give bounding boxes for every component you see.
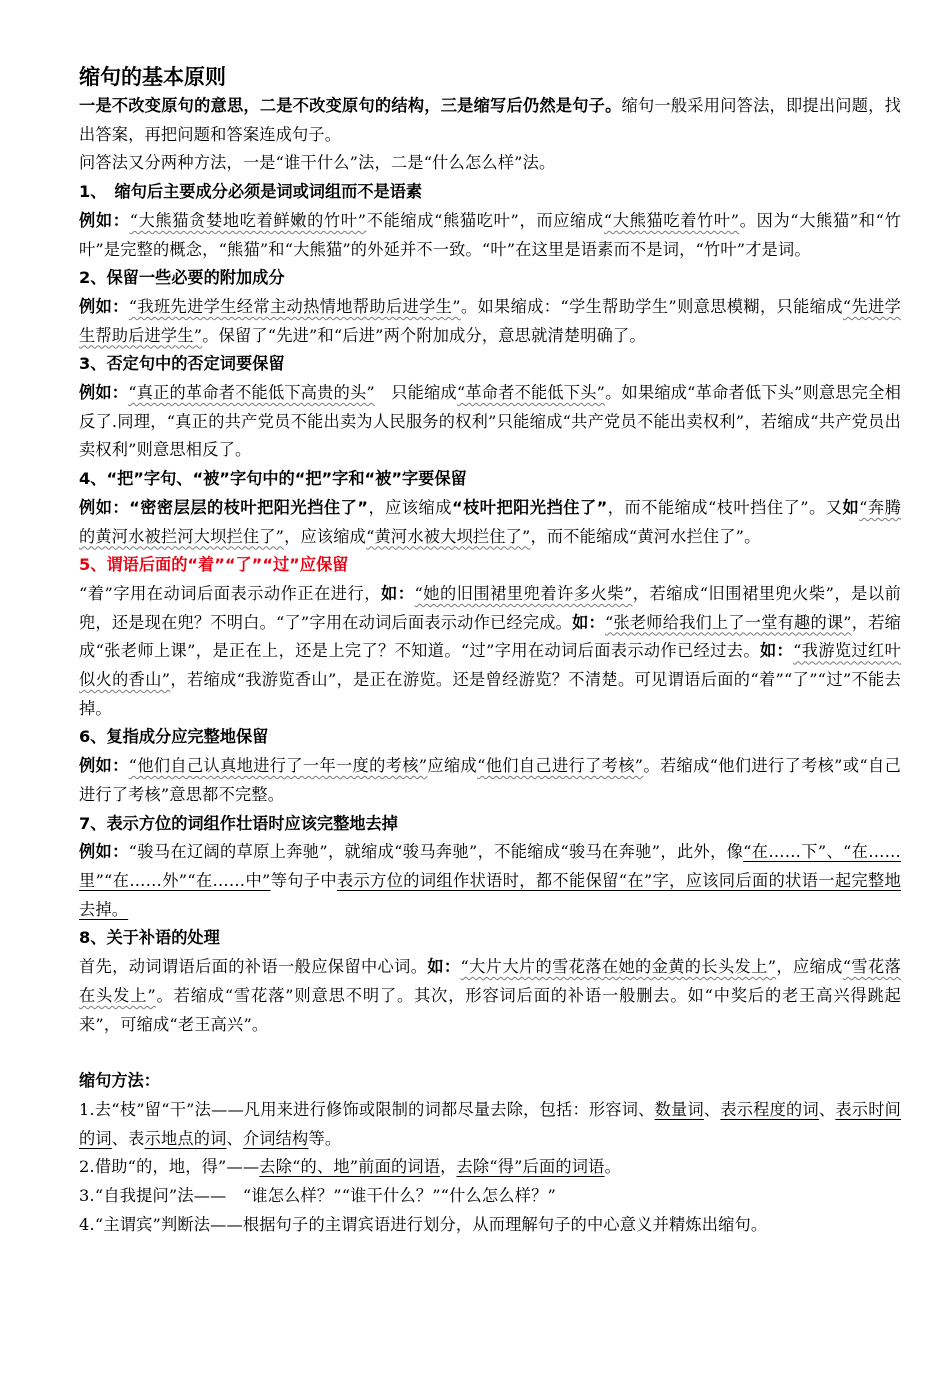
intro-principles: 一是不改变原句的意思，二是不改变原句的结构，三是缩写后仍然是句子。 [79, 96, 622, 115]
body-text: ， [440, 1157, 457, 1177]
example-quote-bold: “枝叶把阳光挡住了” [451, 497, 608, 517]
underlined-text: 去除“的、地”前面的词语 [259, 1157, 441, 1177]
body-text: 。保留了“先进”和“后进”两个附加成分，意思就清楚明确了。 [202, 325, 646, 345]
methods-heading: 缩句方法： [79, 1071, 160, 1091]
section-3-body [79, 379, 901, 465]
body-text: 、 [226, 1128, 243, 1148]
underlined-text: 数量词 [654, 1099, 704, 1119]
section-4-heading: 4、“把”字句、“被”字句中的“把”字和“被”字要保留 [79, 469, 467, 489]
example-quote: “她的旧围裙里兜着许多火柴” [414, 583, 633, 603]
body-text: ，若缩成“旧围裙里兜火柴”，是以前兜，还是现在兜？不明白。“了”字用在动词后面表示动作已经完成。 [79, 583, 901, 632]
spacer [79, 1039, 901, 1067]
body-text: 2.借助“的，地，得”—— [79, 1157, 260, 1177]
body-text: 。如果缩成“革命者低下头”则意思完全相反了.同理，“真正的共产党员不能出卖为人民服务的权利”只能缩成“共产党员不能出卖权利”，若缩成“共产党员出卖权利”则意思相反了。 [79, 383, 901, 460]
method-2 [79, 1153, 901, 1182]
example-quote: “张老师给我们上了一堂有趣的课” [604, 612, 852, 632]
example-label: 例如： [79, 296, 129, 316]
body-text: 只能缩成 [374, 383, 457, 403]
body-text: 。 [604, 1157, 621, 1177]
section-8-body [79, 953, 901, 1039]
example-label: 如： [427, 957, 461, 977]
page-title: 缩句的基本原则 [79, 65, 226, 89]
underlined-text: 表示方位的词组作状语时，都不能保留“在”字，应该同后面的状语一起完整地去掉。 [79, 870, 901, 919]
method-4: 4.“主谓宾”判断法——根据句子的主谓宾语进行划分，从而理解句子的中心意义并精炼出缩句。 [79, 1214, 768, 1234]
body-text: 、表 [111, 1128, 145, 1148]
section-6-body [79, 752, 901, 809]
body-text: 、 [818, 1099, 836, 1119]
body-text: ，应该缩成 [284, 526, 367, 546]
example-quote: “先进学生帮助后进学生” [79, 296, 901, 345]
section-5-body [79, 580, 901, 724]
body-text: 、 [703, 1099, 721, 1119]
example-quote: “革命者不能低下头” [456, 383, 606, 403]
example-label: 如： [380, 583, 415, 603]
example-quote: “大熊猫吃着竹叶” [603, 210, 740, 230]
method-1 [79, 1096, 901, 1153]
section-5-heading: 5、谓语后面的“着”“了”“过”应保留 [79, 555, 349, 575]
example-quote: “大熊猫贪婪地吃着鲜嫩的竹叶” [129, 210, 367, 230]
section-7-heading: 7、表示方位的词组作壮语时应该完整地去掉 [79, 813, 398, 833]
example-quote: “大片大片的雪花落在她的金黄的长头发上” [460, 957, 777, 977]
body-text: 。如果缩成：“学生帮助学生”则意思模糊，只能缩成 [460, 296, 843, 316]
example-label: 如： [572, 612, 605, 632]
example-label: 例如： [79, 383, 129, 403]
underlined-text: 去除“得”后面的词语 [456, 1157, 605, 1177]
example-quote: “奔腾的黄河水被拦河大坝拦住了” [79, 497, 902, 546]
document-page [79, 62, 901, 1239]
body-text: 。若缩成“他们进行了考核”或“自己进行了考核”意思都不完整。 [79, 756, 901, 804]
example-quote: “真正的革命者不能低下高贵的头” [128, 383, 375, 403]
section-8-heading: 8、关于补语的处理 [79, 928, 220, 948]
body-text: ，应缩成 [776, 957, 843, 977]
section-6-heading: 6、复指成分应完整地保留 [79, 727, 269, 747]
example-quote-bold: “密密层层的枝叶把阳光挡住了” [129, 497, 369, 517]
example-label: 例如： [79, 210, 130, 230]
section-2-heading: 2、保留一些必要的附加成分 [79, 268, 285, 288]
body-text: 应缩成 [427, 756, 478, 776]
body-text: ，若缩成“我游览香山”，是正在游览。还是曾经游览？不清楚。可见谓语后面的“着”“了”“过”不能去掉。 [79, 670, 901, 718]
example-label: 例如： [79, 842, 129, 862]
section-3-heading: 3、否定句中的否定词要保留 [79, 354, 285, 374]
example-label: 例如： [79, 756, 129, 776]
intro-line-2: 问答法又分两种方法，一是“谁干什么”法，二是“什么怎么样”法。 [79, 153, 556, 173]
intro-method: 缩句一般采用问答法，即提出问题，找出答案，再把问题和答案连成句子。 [79, 96, 901, 144]
section-4-body [79, 494, 901, 551]
section-1-body [79, 207, 901, 264]
example-label: 如 [842, 497, 860, 517]
example-quote: “他们自己认真地进行了一年一度的考核” [128, 756, 428, 776]
section-1-heading: 1、 缩句后主要成分必须是词或词组而不是语素 [79, 182, 423, 202]
body-text: ，若缩成“张老师上课”，是正在上，还是上完了？不知道。“过”字用在动词后面表示动作已经过去。 [79, 612, 901, 661]
body-text: 首先，动词谓语后面的补语一般应保留中心词。 [79, 957, 428, 977]
underlined-text: 介词结构 [242, 1128, 309, 1148]
body-text: “骏马在辽阔的草原上奔驰”，就缩成“骏马奔驰”，不能缩成“骏马在奔驰”，此外，像 [128, 842, 744, 862]
body-text: 1.去“枝”留“干”法——凡用来进行修饰或限制的词都尽量去除，包括：形容词、 [79, 1099, 655, 1119]
body-text: ，而不能缩成“黄河水拦住了”。 [530, 526, 761, 546]
section-2-body [79, 293, 901, 350]
body-text: “着”字用在动词后面表示动作正在进行， [79, 583, 381, 603]
section-7-body [79, 838, 901, 924]
body-text: ，而不能缩成“枝叶挡住了”。又 [607, 497, 843, 517]
underlined-text: “在……下”、“在……里”“在……外”“在……中” [79, 842, 901, 890]
example-quote: “我班先进学生经常主动热情地帮助后进学生” [128, 296, 461, 316]
example-label: 如： [759, 641, 794, 661]
example-quote: “他们自己进行了考核” [477, 756, 644, 776]
underlined-text: 表示程度的词 [720, 1099, 819, 1119]
method-3: 3.“自我提问”法—— “谁怎么样？”“谁干什么？”“什么怎么样？” [79, 1186, 556, 1206]
underlined-text: 示地点的词 [144, 1128, 227, 1148]
body-text: ，应该缩成 [368, 497, 452, 517]
body-text: 等句子中 [270, 870, 337, 890]
body-text: 等。 [308, 1128, 342, 1148]
body-text: 。因为“大熊猫”和“竹叶”是完整的概念，“熊猫”和“大熊猫”的外延并不一致。“叶”在这里是语素而不是词，“竹叶”才是词。 [79, 210, 901, 259]
example-quote: “黄河水被大坝拦住了” [366, 526, 531, 546]
underlined-text: 表示时间的词 [79, 1099, 902, 1148]
example-quote: “我游览过红叶似火的香山” [79, 641, 901, 690]
intro-paragraph [79, 92, 901, 149]
body-text: 。若缩成“雪花落”则意思不明了。其次，形容词后面的补语一般删去。如“中奖后的老王高兴得跳起来”，可缩成“老王高兴”。 [79, 985, 901, 1034]
example-label: 例如： [79, 497, 130, 517]
example-quote: “雪花落在头发上” [79, 957, 901, 1005]
body-text: 不能缩成“熊猫吃叶”，而应缩成 [366, 210, 604, 230]
